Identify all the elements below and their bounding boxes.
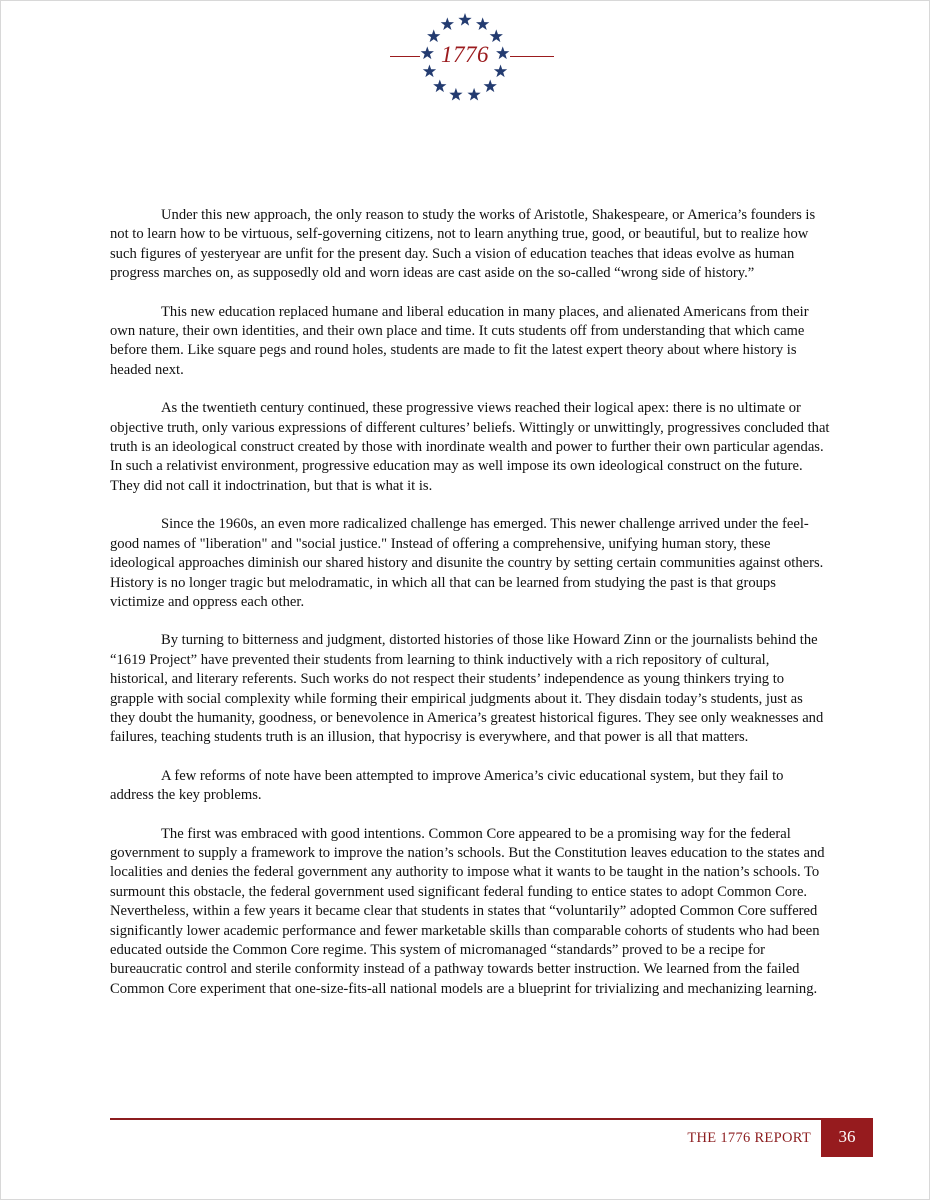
star-icon [433, 79, 446, 92]
page-number: 36 [821, 1118, 873, 1157]
star-icon [441, 17, 454, 30]
paragraph: The first was embraced with good intentions. Common Core appeared to be a promising way for the federal government to supply a framework to improve the nation’s schools. But the Constitution leaves education to the states and localities and denies the federal government any authority to impose what it wants to be taught in the nation’s schools. To surmount this obstacle, the federal government used significant federal funding to entice states to adopt Common Core. Nevertheless, within a few years it became clear that students in states that “voluntarily” adopted Common Core suffered significantly lower academic performance and fewer marketable skills than comparable cohorts of students who had been educated outside the Common Core regime. This system of micromanaged “standards” proved to be a recipe for bureaucratic control and sterile conformity instead of a pathway towards better instruction. We learned from the failed Common Core experiment that one-size-fits-all national models are a blueprint for trivializing and mechanizing learning. [110, 825, 825, 997]
star-icon [427, 29, 440, 42]
emblem-year: 1776 [441, 42, 489, 67]
paragraph: Under this new approach, the only reason to study the works of Aristotle, Shakespeare, or America’s founders is not to learn how to be virtuous, self-governing citizens, not to learn anything true, good, or beautiful, but to realize how such figures of yesteryear are unfit for the present day. Such a vision of education teaches that ideas evolve as human progress marches on, as supposedly old and worn ideas are cast aside on the so-called “wrong side of history.” [110, 207, 816, 282]
star-icon [476, 17, 489, 30]
star-icon [467, 88, 480, 101]
paragraph: Since the 1960s, an even more radicalized challenge has emerged. This newer challenge arrived under the feel-good names of "liberation" and "social justice." Instead of offering a comprehensive, unifying human story, these ideological approaches diminish our shared history and disunite the country by setting certain communities against others. History is no longer tragic but melodramatic, in which all that can be learned from studying the past is that groups victimize and oppress each other. [110, 516, 824, 610]
star-icon [449, 88, 462, 101]
star-icon [484, 79, 497, 92]
star-icon [490, 29, 503, 42]
paragraph: This new education replaced humane and liberal education in many places, and alienated Americans from their own nature, their own identities, and their own place and time. It cuts students off from understanding that which came before them. Like square pegs and round holes, students are made to fit the latest expert theory about where history is headed next. [110, 303, 809, 378]
paragraph: As the twentieth century continued, these progressive views reached their logical apex: there is no ultimate or objective truth, only various expressions of different cultures’ beliefs. Wittingly or unwittingly, progressives concluded that truth is an ideological construct created by those with inordinate wealth and power to further their own particular agendas. In such a relativist environment, progressive education may as well impose its own ideological construct on the future. They did not call it indoctrination, but that is what it is. [110, 400, 830, 494]
paragraph: A few reforms of note have been attempted to improve America’s civic educational system, but they fail to address the key problems. [110, 767, 784, 804]
footer-rule [110, 1118, 823, 1120]
footer-report-title: THE 1776 REPORT [687, 1130, 811, 1146]
star-icon [458, 13, 471, 26]
paragraph: By turning to bitterness and judgment, distorted histories of those like Howard Zinn or the journalists behind the “1619 Project” have prevented their students from learning to think inductively with a rich repository of cultural, historical, and literary referents. Such works do not respect their students’ independence as young thinkers trying to grapple with social complexity while forming their empirical judgments about it. They disdain today’s students, just as they doubt the humanity, goodness, or benevolence in America’s greatest historical figures. They see only weaknesses and failures, teaching students truth is an illusion, that hypocrisy is everywhere, and that power is all that matters. [110, 632, 824, 746]
body-text [110, 206, 830, 1018]
